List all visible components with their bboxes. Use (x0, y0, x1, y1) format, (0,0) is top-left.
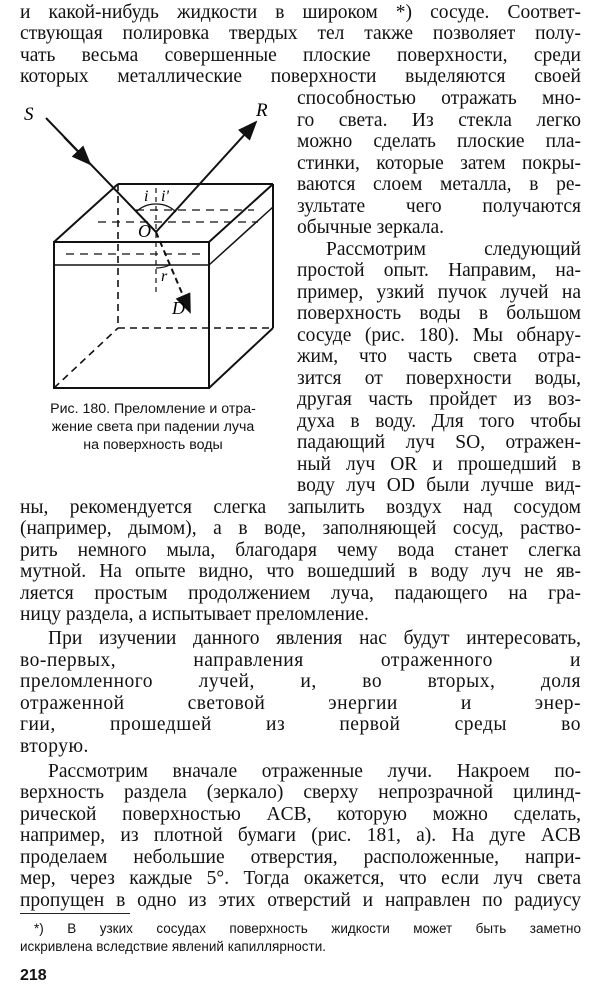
body-line: поверхность воды в большом (297, 303, 581, 324)
body-line: способностью отражать мно- (297, 88, 581, 109)
body-line: ны, рекомендуется слегка запылить воздух над сосудом (20, 497, 581, 518)
figure-180 (18, 92, 294, 402)
body-line: верхность раздела (зеркало) сверху непрозрачной цилинд- (20, 782, 581, 803)
label-i: i (144, 188, 149, 205)
body-line: Рассмотрим следующий (326, 239, 581, 260)
body-line: проделаем небольшие отверстия, расположенные, напри- (20, 847, 581, 868)
body-line: ницу раздела, а испытывает преломление. (20, 604, 369, 625)
body-line: го света. Из стекла легко (297, 110, 581, 131)
body-line: другая часть пройдет из воз- (297, 389, 581, 410)
footnote-line: *) В узких сосудах поверхность жидкости может быть заметно (34, 921, 581, 936)
body-line: рической поверхностью ACB, которую можно сделать, (20, 804, 581, 825)
body-line: мер, через каждые 5°. Тогда окажется, что если луч света (20, 868, 581, 889)
body-line: стинки, которые затем покры- (297, 153, 581, 174)
body-line: ный луч OR и прошедший в (297, 454, 581, 475)
caption-line: на поверхность воды (83, 437, 223, 453)
body-line: пропущен в одно из этих отверстий и направлен по радиусу (20, 890, 581, 911)
body-line: обычные зеркала. (297, 217, 445, 238)
label-r-angle: r (161, 268, 168, 285)
body-line: чать весьма совершенные плоские поверхности, среди (20, 45, 581, 66)
body-line: пример, узкий пучок лучей на (297, 282, 581, 303)
label-s: S (24, 104, 34, 125)
caption-line: Рис. 180. Преломление и отра- (50, 401, 256, 417)
caption-line: жение света при падении луча (51, 419, 255, 435)
body-line: жим, что часть света отра- (297, 346, 581, 367)
body-line: воду луч OD были лучше вид- (297, 475, 581, 496)
body-line: духа в воду. Для того чтобы (297, 411, 581, 432)
body-line: и какой-нибудь жидкости в широком *) сосуде. Соответ- (20, 2, 581, 23)
body-line: отраженной световой энергии и энер- (20, 693, 581, 714)
body-line: которых металлические поверхности выделяются своей (20, 66, 581, 87)
body-line: Рассмотрим вначале отраженные лучи. Накроем по- (48, 761, 581, 782)
label-i-prime: i' (161, 188, 169, 205)
body-line: можно сделать плоские пла- (297, 131, 581, 152)
body-line: (например, дымом), а в воде, заполняющей сосуд, раство- (20, 518, 581, 539)
footnote-divider (20, 913, 130, 914)
body-line: При изучении данного явления нас будут интересовать, (48, 628, 581, 649)
body-line: сосуде (рис. 180). Мы обнару- (297, 325, 581, 346)
body-line: простой опыт. Направим, на- (297, 260, 581, 281)
body-line: зится от поверхности воды, (297, 368, 581, 389)
figure-caption (18, 400, 288, 454)
label-d: D (172, 298, 185, 318)
body-line: ствующая полировка твердых тел также позволяет полу- (20, 23, 581, 44)
body-line: вторую. (20, 736, 89, 757)
body-line: падающий луч SO, отражен- (297, 432, 581, 453)
body-line: преломленного лучей, и, во вторых, доля (20, 671, 581, 692)
body-line: ляется простым продолжением луча, падающего на гра- (20, 583, 581, 604)
body-line: гии, прошедшей из первой среды во (20, 714, 581, 735)
body-line: ваются слоем металла, в ре- (297, 174, 581, 195)
body-line: рить немного мыла, благодаря чему вода станет слегка (20, 540, 581, 561)
body-line: например, из плотной бумаги (рис. 181, a). На дуге ACB (20, 825, 581, 846)
refraction-diagram (18, 92, 294, 402)
body-line: во-первых, направления отраженного и (20, 650, 581, 671)
label-r: R (256, 100, 268, 121)
body-line: мутной. На опыте видно, что вошедший в воду луч не яв- (20, 561, 581, 582)
label-o: O (138, 221, 151, 241)
body-line: зультате чего получаются (297, 196, 581, 217)
page-number: 218 (20, 967, 47, 984)
footnote-line: искривлена вследствие явлений капиллярности. (20, 939, 327, 954)
